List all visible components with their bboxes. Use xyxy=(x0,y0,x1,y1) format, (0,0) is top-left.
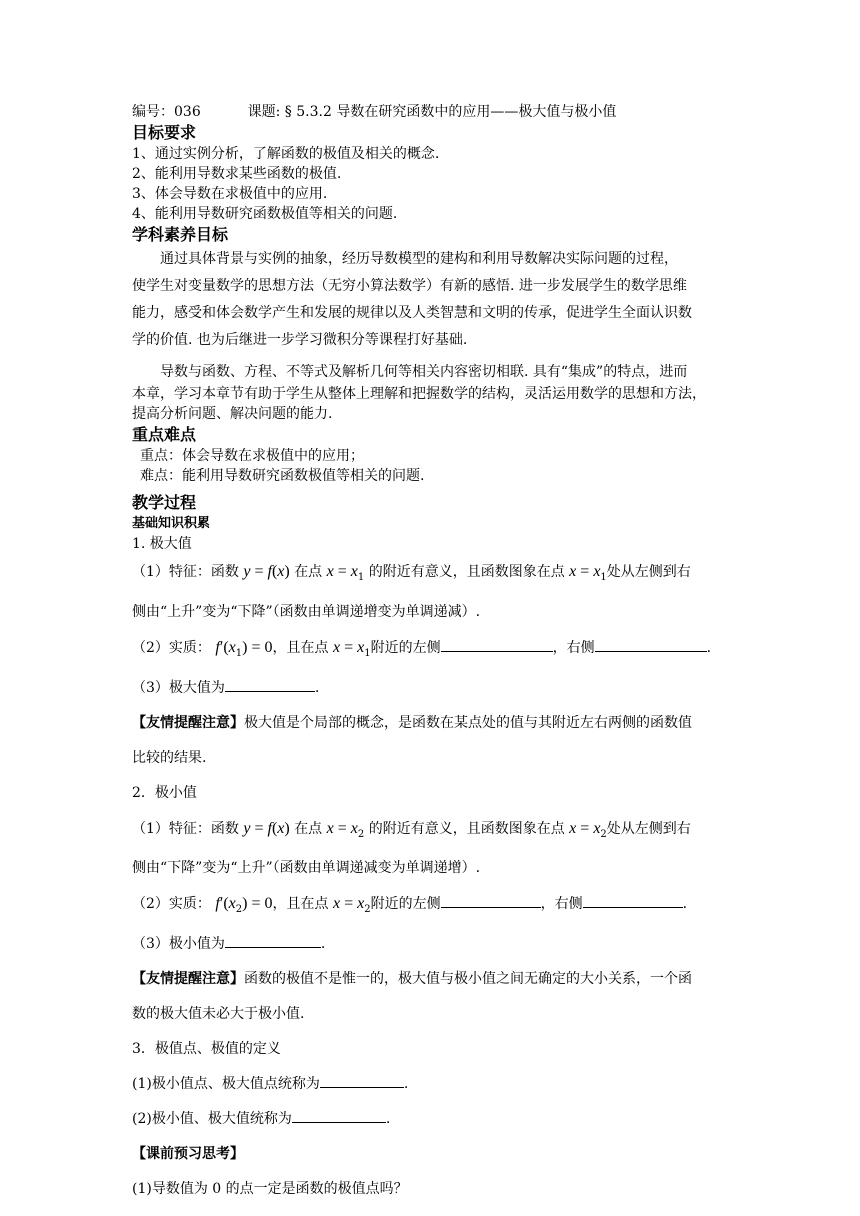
literacy-paragraph-1: 通过具体背景与实例的抽象，经历导数模型的建构和利用导数解决实际问题的过程， 使学生对变量数学的思想方法（无穷小算法数学）有新的感悟. 进一步发展学生的数学思维 能力，感受和体会数学产生和发展的规律以及人类智慧和文明的传承，促进学生全面认识数 学的价值. 也为后继进一步学习微积分等课程打好基础. xyxy=(132,251,692,348)
header-line xyxy=(132,102,732,122)
answer-blank[interactable] xyxy=(320,1072,404,1088)
min-essence-line: （2）实质： $f'(x_2) = 0$，且在点 $x = x_2$附近的左侧 ，右侧 . xyxy=(132,886,732,927)
lesson-topic: 课题: § 5.3.2 导数在研究函数中的应用——极大值与极小值 xyxy=(247,104,617,120)
answer-blank[interactable] xyxy=(595,636,707,652)
answer-blank[interactable] xyxy=(583,892,683,908)
process-title: 教学过程 xyxy=(132,493,197,512)
key-difficulty: 难点：能利用导数研究函数极值等相关的问题. xyxy=(140,468,425,484)
min-heading: 2．极小值 xyxy=(132,784,197,801)
goal-item: 2、能利用导数求某些函数的极值. xyxy=(132,166,342,182)
literacy-title: 学科素养目标 xyxy=(132,225,229,244)
note-label: 【友情提醒注意】 xyxy=(132,971,244,988)
preview-question-1: (1)导数值为 0 的点一定是函数的极值点吗？ xyxy=(132,1181,408,1198)
answer-blank[interactable] xyxy=(441,892,541,908)
goal-item: 1、通过实例分析，了解函数的极值及相关的概念. xyxy=(132,146,440,162)
process-subtitle: 基础知识积累 xyxy=(132,516,211,531)
preview-label: 【课前预习思考】 xyxy=(132,1146,244,1163)
answer-blank[interactable] xyxy=(225,932,321,948)
def-item-2: (2)极小值、极大值统称为 . xyxy=(132,1102,732,1137)
literacy-paragraph-2: 导数与函数、方程、不等式及解析几何等相关内容密切相联. 具有“集成”的特点，进而 本章，学习本章节有助于学生从整体上理解和把握数学的结构，灵活运用数学的思想和方法， 提高分析问题、解决问题的能力. xyxy=(132,364,706,422)
lesson-number: 编号：036 xyxy=(132,104,201,120)
max-heading: 1. 极大值 xyxy=(132,536,192,552)
max-feature-line: （1）特征：函数 y = f(x) 在点 $x = x_1$ 的附近有意义，且函数图象在点 $x = x_1$处从左侧到右 xyxy=(132,563,691,583)
max-feature-line-2: 侧由“上升”变为“下降”（函数由单调递增变为单调递减）. xyxy=(132,603,481,620)
def-item-1: (1)极小值点、极大值点统称为 . xyxy=(132,1067,732,1102)
goal-item: 4、能利用导数研究函数极值等相关的问题. xyxy=(132,206,398,222)
goals-title: 目标要求 xyxy=(132,123,197,142)
max-note-line-2: 比较的结果. xyxy=(132,749,207,766)
goal-item: 3、体会导数在求极值中的应用. xyxy=(132,186,328,202)
max-essence-line: （2）实质： $f'(x_1) = 0$，且在点 $x = x_1$附近的左侧 ，右侧 . xyxy=(132,630,732,671)
max-note-line: 【友情提醒注意】极大值是个局部的概念，是函数在某点处的值与其附近左右两侧的函数值 xyxy=(132,714,692,731)
min-value-line: （3）极小值为 . xyxy=(132,927,732,962)
document-page xyxy=(132,102,732,1207)
min-feature-line: （1）特征：函数 y = f(x) 在点 $x = x_2$ 的附近有意义，且函数图象在点 $x = x_2$处从左侧到右 xyxy=(132,819,691,840)
answer-blank[interactable] xyxy=(441,636,553,652)
key-focus: 重点：体会导数在求极值中的应用； xyxy=(140,448,364,464)
answer-blank[interactable] xyxy=(292,1107,386,1123)
key-title: 重点难点 xyxy=(132,425,197,444)
note-label: 【友情提醒注意】 xyxy=(132,714,244,731)
min-feature-line-2: 侧由“下降”变为“上升”（函数由单调递减变为单调递增）. xyxy=(132,860,481,877)
def-heading: 3．极值点、极值的定义 xyxy=(132,1041,281,1058)
answer-blank[interactable] xyxy=(225,676,315,692)
max-value-line: （3）极大值为 . xyxy=(132,671,732,706)
min-note-line: 【友情提醒注意】函数的极值不是惟一的，极大值与极小值之间无确定的大小关系，一个函 xyxy=(132,971,692,988)
min-note-line-2: 数的极大值未必大于极小值. xyxy=(132,1006,305,1023)
